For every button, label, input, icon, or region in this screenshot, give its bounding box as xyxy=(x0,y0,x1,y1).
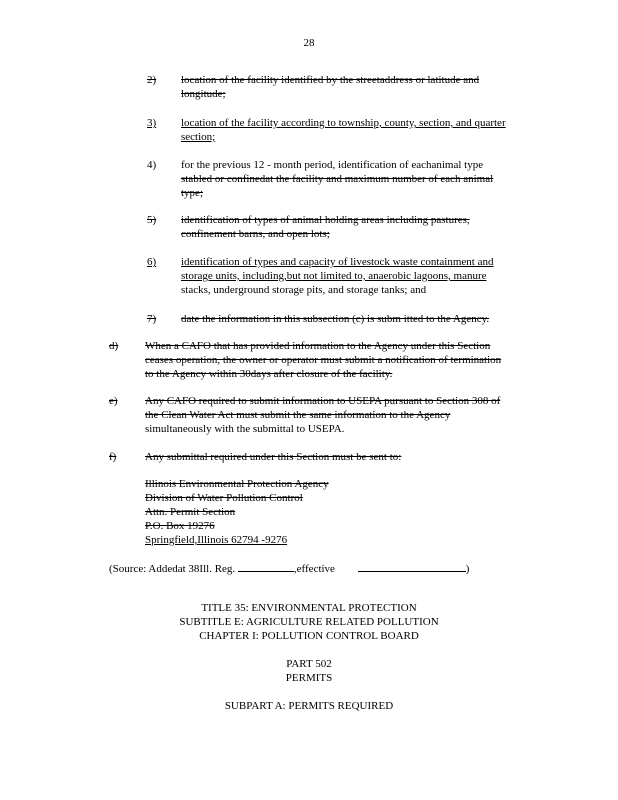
text-line: When a CAFO that has provided information to the Agency under this Section xyxy=(145,340,491,352)
text-line: section; xyxy=(181,131,216,143)
item-text xyxy=(181,116,541,144)
address-block-last xyxy=(145,533,287,547)
address-line: Attn. Permit Section xyxy=(145,506,236,518)
text-line: for the previous 12 - month period, identification of eachanimal type xyxy=(181,159,484,171)
item-text xyxy=(181,73,541,101)
address-line: P.O. Box 19276 xyxy=(145,520,215,532)
source-close: ) xyxy=(465,563,470,575)
text-line: Any submittal required under this Section must be sent to: xyxy=(145,451,402,463)
subtitle-heading: SUBTITLE E: AGRICULTURE RELATED POLLUTION xyxy=(179,616,439,628)
item-text xyxy=(145,450,505,464)
text-line: the Clean Water Act must submit the same information to the Agency xyxy=(145,409,451,421)
chapter-heading: CHAPTER I: POLLUTION CONTROL BOARD xyxy=(199,630,419,642)
item-number: 3) xyxy=(147,117,157,129)
item-letter: f) xyxy=(109,451,117,463)
blank-line xyxy=(238,561,294,572)
item-text xyxy=(181,158,541,200)
source-effective: ,effective xyxy=(293,563,335,575)
item-number: 4) xyxy=(147,159,157,171)
text-line: confinement barns, and open lots; xyxy=(181,228,330,240)
item-letter: d) xyxy=(109,340,119,352)
title-heading: TITLE 35: ENVIRONMENTAL PROTECTION xyxy=(201,602,417,614)
source-note xyxy=(109,561,469,576)
text-line: identification of types of animal holding areas including pastures, xyxy=(181,214,470,226)
item-letter: e) xyxy=(109,395,118,407)
page-number: 28 xyxy=(303,37,315,49)
text-line: longitude; xyxy=(181,88,226,100)
address-block xyxy=(145,477,329,533)
text-line: date the information in this subsection (c) is subm itted to the Agency. xyxy=(181,313,490,325)
item-number: 6) xyxy=(147,256,157,268)
item-number: 2) xyxy=(147,74,157,86)
text-line: stabled or confinedat the facility and maximum number of each animal xyxy=(181,173,494,185)
address-line: Illinois Environmental Protection Agency xyxy=(145,478,329,490)
address-line: Division of Water Pollution Control xyxy=(145,492,303,504)
item-text xyxy=(181,312,541,326)
text-line: storage units, including,but not limited to, anaerobic lagoons, manure xyxy=(181,270,487,282)
text-line: identification of types and capacity of livestock waste containment and xyxy=(181,256,494,268)
text-line: location of the facility identified by the streetaddress or latitude and xyxy=(181,74,480,86)
text-line: location of the facility according to township, county, section, and quarter xyxy=(181,117,506,129)
address-line: Springfield,Illinois 62794 -9276 xyxy=(145,534,288,546)
item-text xyxy=(145,339,540,381)
part-name: PERMITS xyxy=(285,672,333,684)
text-line: stacks, underground storage pits, and storage tanks; and xyxy=(181,284,427,296)
part-heading: PART 502 xyxy=(286,658,332,670)
item-number: 5) xyxy=(147,214,157,226)
text-line: to the Agency within 30days after closure of the facility. xyxy=(145,368,393,380)
text-line: ceases operation, the owner or operator must submit a notification of termination xyxy=(145,354,502,366)
item-text xyxy=(181,255,541,297)
blank-line xyxy=(358,561,466,572)
subpart-heading: SUBPART A: PERMITS REQUIRED xyxy=(224,700,394,712)
source-prefix: (Source: Addedat 38Ill. Reg. xyxy=(109,563,236,575)
item-number: 7) xyxy=(147,313,157,325)
text-line: type; xyxy=(181,187,203,199)
text-line: simultaneously with the submittal to USEPA. xyxy=(145,423,345,435)
item-text xyxy=(145,394,540,436)
item-text xyxy=(181,213,541,241)
text-line: Any CAFO required to submit information to USEPA pursuant to Section 308 of xyxy=(145,395,501,407)
